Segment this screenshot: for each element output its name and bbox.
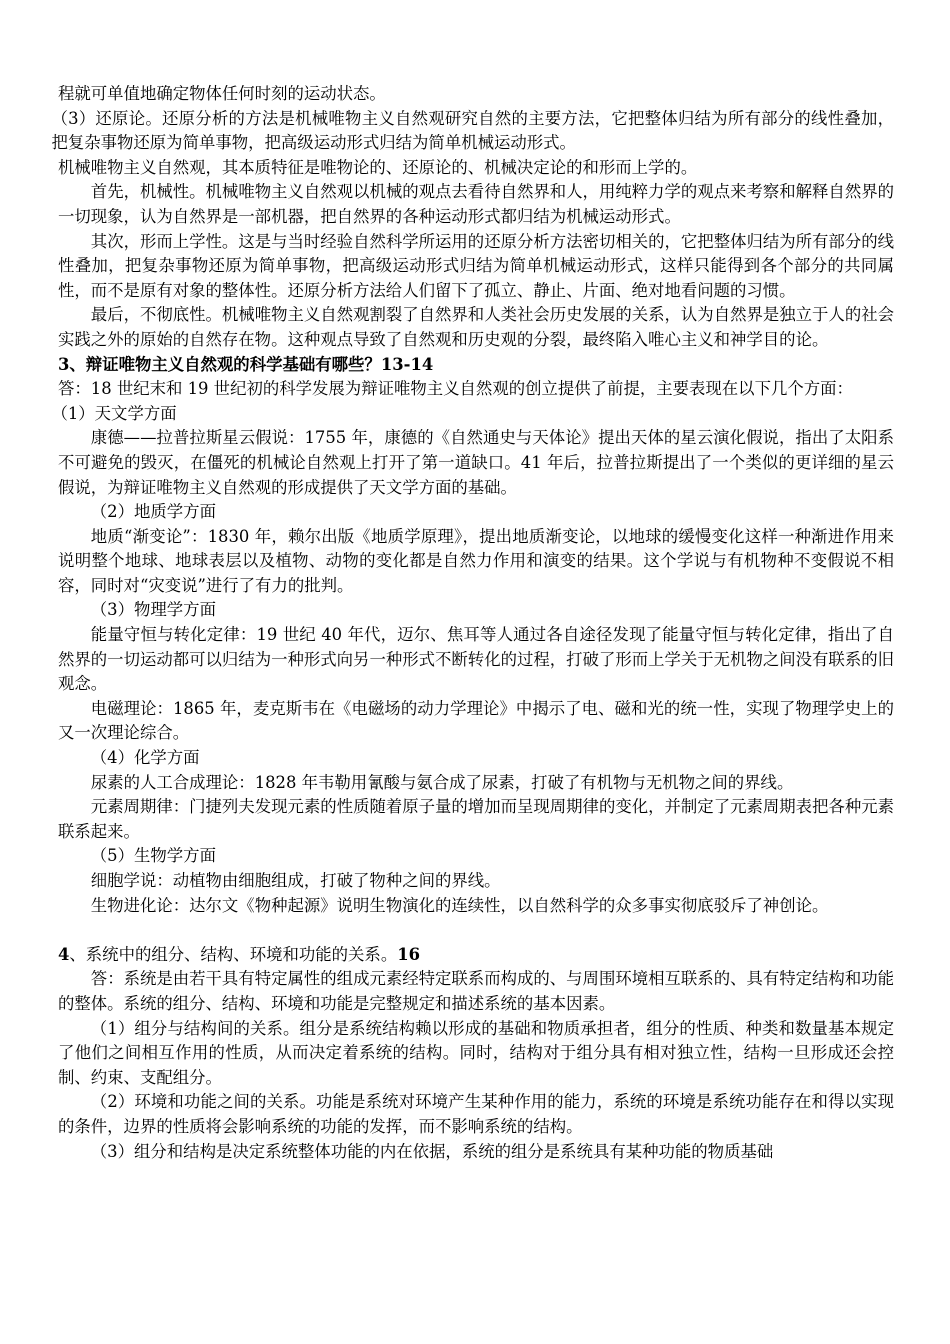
heading-pages: 16: [397, 944, 421, 964]
paragraph: 机械唯物主义自然观，其本质特征是唯物论的、还原论的、机械决定论的和形而上学的。: [58, 157, 698, 177]
paragraph: 生物进化论：达尔文《物种起源》说明生物演化的连续性，以自然科学的众多事实彻底驳斥了神创论。: [90, 895, 829, 915]
paragraph: 答：系统是由若干具有特定属性的组成元素经特定联系而构成的、与周围环境相互联系的、具有特定结构和功能的整体。系统的组分、结构、环境和功能是完整规定和描述系统的基本因素。: [58, 969, 894, 1013]
section-subheading: （3）物理学方面: [90, 600, 216, 620]
section-subheading: （4）化学方面: [90, 748, 200, 768]
section-subheading: （5）生物学方面: [90, 846, 216, 866]
heading-number: 4: [58, 944, 70, 964]
blank-line: [58, 918, 894, 943]
paragraph: 其次，形而上学性。这是与当时经验自然科学所运用的还原分析方法密切相关的，它把整体归结为所有部分的线性叠加，把复杂事物还原为简单事物，把高级运动形式归结为简单机械运动形式，这样只能得到各个部分的共同属性，而不是原有对象的整体性。还原分析方法给人们留下了孤立、静止、片面、绝对地看问题的习惯。: [58, 231, 894, 300]
question-heading-3: [58, 353, 894, 378]
paragraph: 电磁理论：1865 年，麦克斯韦在《电磁场的动力学理论》中揭示了电、磁和光的统一性，实现了物理学史上的又一次理论综合。: [58, 698, 894, 743]
paragraph: 答：18 世纪末和 19 世纪初的科学发展为辩证唯物主义自然观的创立提供了前提，主要表现在以下几个方面：: [58, 379, 853, 399]
paragraph: （1）组分与结构间的关系。组分是系统结构赖以形成的基础和物质承担者，组分的性质、种类和数量基本规定了他们之间相互作用的性质，从而决定着系统的结构。同时，结构对于组分具有相对独立性，结构一旦形成还会控制、约束、支配组分。: [58, 1018, 894, 1087]
paragraph: （3）还原论。还原分析的方法是机械唯物主义自然观研究自然的主要方法，它把整体归结为所有部分的线性叠加，把复杂事物还原为简单事物，把高级运动形式归结为简单机械运动形式。: [51, 108, 894, 153]
paragraph: 首先，机械性。机械唯物主义自然观以机械的观点去看待自然界和人，用纯粹力学的观点来考察和解释自然界的一切现象，认为自然界是一部机器，把自然界的各种运动形式都归结为机械运动形式。: [58, 182, 894, 226]
heading-text: 、辩证唯物主义自然观的科学基础有哪些？: [69, 354, 381, 374]
paragraph: 细胞学说：动植物由细胞组成，打破了物种之间的界线。: [90, 871, 501, 890]
heading-pages: 13-14: [380, 354, 434, 374]
paragraph: （2）环境和功能之间的关系。功能是系统对环境产生某种作用的能力，系统的环境是系统功能存在和得以实现的条件，边界的性质将会影响系统的功能的发挥，而不影响系统的结构。: [58, 1092, 894, 1136]
document-page: [51, 82, 894, 1164]
paragraph: 地质“渐变论”：1830 年，赖尔出版《地质学原理》，提出地质渐变论，以地球的缓慢变化这样一种渐进作用来说明整个地球、地球表层以及植物、动物的变化都是自然力作用和演变的结果。这个学说与有机物种不变假说不相容，同时对“灾变说”进行了有力的批判。: [58, 526, 894, 595]
paragraph: 最后，不彻底性。机械唯物主义自然观割裂了自然界和人类社会历史发展的关系，认为自然界是独立于人的社会实践之外的原始的自然存在物。这种观点导致了自然观和历史观的分裂，最终陷入唯心主义和神学目的论。: [58, 305, 894, 349]
paragraph: 能量守恒与转化定律：19 世纪 40 年代，迈尔、焦耳等人通过各自途径发现了能量守恒与转化定律，指出了自然界的一切运动都可以归结为一种形式向另一种形式不断转化的过程，打破了形而上学关于无机物之间没有联系的旧观念。: [58, 625, 894, 694]
paragraph: 元素周期律：门捷列夫发现元素的性质随着原子量的增加而呈现周期律的变化，并制定了元素周期表把各种元素联系起来。: [58, 797, 894, 841]
paragraph: 程就可单值地确定物体任何时刻的运动状态。: [58, 84, 386, 103]
paragraph: （3）组分和结构是决定系统整体功能的内在依据，系统的组分是系统具有某种功能的物质基础: [90, 1141, 774, 1161]
question-heading-4: [58, 943, 894, 968]
heading-number: 3: [58, 354, 70, 374]
section-subheading: （1）天文学方面: [51, 403, 177, 423]
paragraph: 康德——拉普拉斯星云假说：1755 年，康德的《自然通史与天体论》提出天体的星云演化假说，指出了太阳系不可避免的毁灭，在僵死的机械论自然观上打开了第一道缺口。41 年后，拉普拉斯提出了一个类似的更详细的星云假说，为辩证唯物主义自然观的形成提供了天文学方面的基础。: [58, 428, 894, 497]
section-subheading: （2）地质学方面: [90, 502, 216, 522]
heading-text: 、系统中的组分、结构、环境和功能的关系。: [69, 944, 398, 964]
paragraph: 尿素的人工合成理论：1828 年韦勒用氰酸与氨合成了尿素，打破了有机物与无机物之间的界线。: [90, 772, 794, 792]
